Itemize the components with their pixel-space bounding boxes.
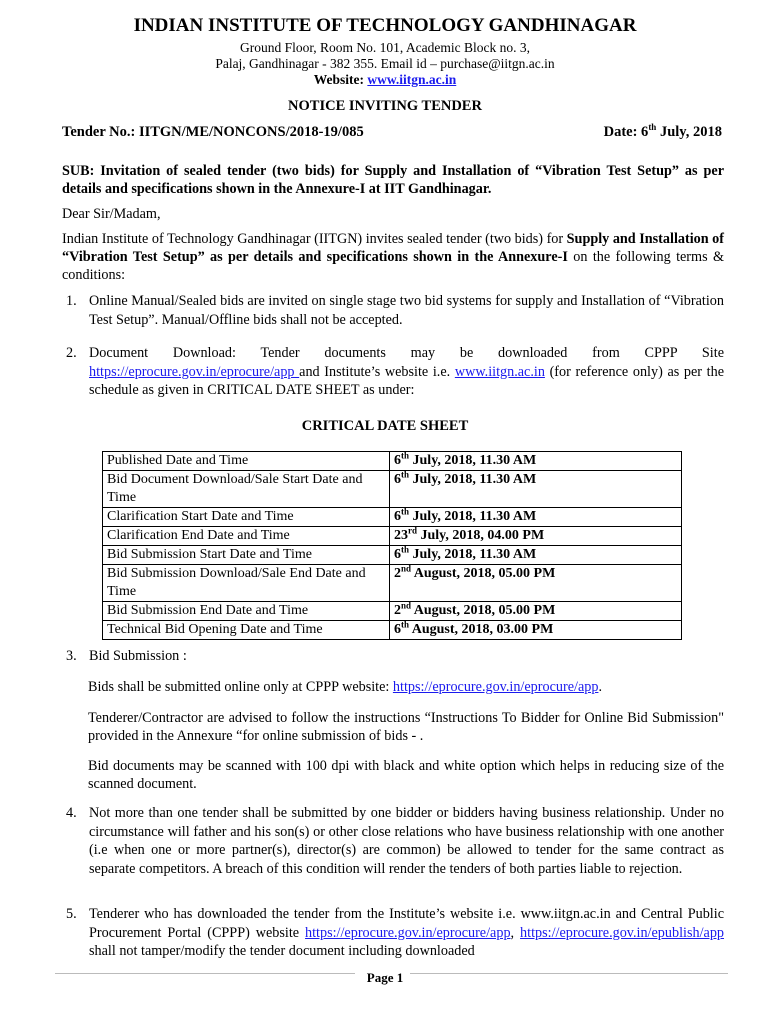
- critical-date-row: [103, 546, 682, 565]
- critical-date-value: 6th August, 2018, 03.00 PM: [390, 621, 682, 640]
- iitgn-link[interactable]: www.iitgn.ac.in: [454, 363, 545, 380]
- epublish-link[interactable]: https://eprocure.gov.in/epublish/app: [520, 924, 725, 941]
- critical-date-value: 6th July, 2018, 11.30 AM: [390, 452, 682, 471]
- bid-submission-p3: Bid documents may be scanned with 100 dpi with black and white option which helps in reducing size of the scanned document.: [88, 758, 724, 792]
- website-label: Website:: [313, 72, 368, 87]
- website-line: [0, 72, 770, 88]
- critical-date-value: 6th July, 2018, 11.30 AM: [390, 508, 682, 527]
- critical-date-value: 6th July, 2018, 11.30 AM: [390, 471, 682, 508]
- address-line-2: Palaj, Gandhinagar - 382 355. Email id – purchase@iitgn.ac.in: [215, 56, 555, 71]
- critical-date-label: Clarification End Date and Time: [103, 527, 390, 546]
- critical-date-value: 23rd July, 2018, 04.00 PM: [390, 527, 682, 546]
- institute-title: INDIAN INSTITUTE OF TECHNOLOGY GANDHINAGAR: [133, 15, 637, 36]
- critical-date-row: [103, 527, 682, 546]
- eprocure-link[interactable]: https://eprocure.gov.in/eprocure/app: [392, 679, 599, 695]
- eprocure-app-link[interactable]: https://eprocure.gov.in/eprocure/app: [305, 924, 511, 941]
- notice-title: NOTICE INVITING TENDER: [288, 98, 482, 114]
- critical-date-row: [103, 452, 682, 471]
- website-link[interactable]: www.iitgn.ac.in: [367, 72, 457, 87]
- critical-date-row: [103, 602, 682, 621]
- tender-number-row: [62, 124, 722, 141]
- critical-date-row: [103, 621, 682, 640]
- critical-date-table: [102, 451, 682, 640]
- critical-date-label: Bid Submission End Date and Time: [103, 602, 390, 621]
- intro-paragraph: Indian Institute of Technology Gandhinagar (IITGN) invites sealed tender (two bids) for Supply and Installation of “Vibration Test Setup” as per details and specifications shown in the Annexure-I on the following terms & conditions:: [62, 231, 725, 283]
- salutation: Dear Sir/Madam,: [62, 206, 161, 222]
- critical-date-label: Bid Submission Start Date and Time: [103, 546, 390, 565]
- critical-date-label: Published Date and Time: [103, 452, 390, 471]
- critical-date-sheet-title: CRITICAL DATE SHEET: [301, 418, 469, 434]
- critical-date-value: 6th July, 2018, 11.30 AM: [390, 546, 682, 565]
- cppp-link[interactable]: https://eprocure.gov.in/eprocure/app: [89, 363, 300, 380]
- tender-document-page: INDIAN INSTITUTE OF TECHNOLOGY GANDHINAGAR Ground Floor, Room No. 101, Academic Block no. 3, Palaj, Gandhinagar - 382 355. Email id – purchase@iitgn.ac.in Website: www.iitgn.ac.in NOTICE INVITING TENDER Tender No.: IITGN/ME/NONCONS/2018-19/085 Date: 6th July, 2018 SUB: Invitation of sealed tender (two bids) for Supply and Installation of “Vibration Test Setup” as per details and specifications shown in the Annexure-I at IIT Gandhinagar. Dear Sir/Madam, Indian Institute of Technology Gandhinagar (IITGN) invites sealed tender (two bids) for Supply and Installation of “Vibration Test Setup” as per details and specifications shown in the Annexure-I on the following terms & conditions: 1. Online Manual/Sealed bids are invited on single stage two bid systems for supply and Installation of “Vibration Test Setup”. Manual/Offline bids shall not be accepted. 2. Document Download: Tender documents may be downloaded from CPPP Site https://eprocure.gov.in/eprocure/app and Institute’s website i.e. www.iitgn.ac.in (for reference only) as per the schedule as given in CRITICAL DATE SHEET as under: CRITICAL DATE SHEET Published Date and Time 6th July, 2018, 11.30 AM Bid Document Download/Sale Start Date and Time 6th July, 2018, 11.30 AM Clarification Start Date and Time 6th July, 2018, 11.30 AM Clarification End Date and Time 23rd July, 2018, 04.00 PM Bid Submission Start Date and Time 6th July, 2018, 11.30 AM Bid Submission Download/Sale End Date and Time 2nd August, 2018, 05.00 PM Bid Submission End Date and Time 2nd August, 2018, 05.00 PM Technical Bid Opening Date and Time 6th August, 2018, 03.00 PM 3. Bid Submission : Bids shall be submitted online only at CPPP website: https://eprocure.gov.in/eprocure/app. Tenderer/Contractor are advised to follow the instructions “Instructions To Bidder for Online Bid Submission" provided in the Annexure “for online submission of bids - . Bid documents may be scanned with 100 dpi with black and white option which helps in reducing size of the scanned document. 4. Not more than one tender shall be submitted by one bidder or bidders having business relationship. Under no circumstance will father and his son(s) or other close relations who have business relationship with one another (i.e when one or more partner(s), director(s) are common) be allowed to tender for the same contract as separate competitors. A breach of this condition will render the tenders of both parties liable to rejection. 5. Tenderer who has downloaded the tender from the Institute’s website i.e. www.iitgn.ac.in and Central Public Procurement Portal (CPPP) website https://eprocure.gov.in/eprocure/app, https://eprocure.gov.in/epublish/app shall not tamper/modify the tender document including downloaded Page 1: [0, 0, 770, 1024]
- critical-date-row: [103, 565, 682, 602]
- tender-date: Date: 6th July, 2018: [603, 122, 722, 140]
- page-number: Page 1: [366, 970, 404, 985]
- critical-date-label: Clarification Start Date and Time: [103, 508, 390, 527]
- subject-line: SUB: Invitation of sealed tender (two bids) for Supply and Installation of “Vibration Test Setup” as per details and specifications shown in the Annexure-I at IIT Gandhinagar.: [62, 163, 724, 197]
- bid-submission-p1: Bids shall be submitted online only at CPPP website: https://eprocure.gov.in/eprocure/app.: [88, 679, 602, 695]
- critical-date-label: Bid Submission Download/Sale End Date and Time: [103, 565, 390, 602]
- critical-date-row: [103, 508, 682, 527]
- critical-date-label: Technical Bid Opening Date and Time: [103, 621, 390, 640]
- address-line-1: Ground Floor, Room No. 101, Academic Block no. 3,: [239, 40, 531, 55]
- critical-date-value: 2nd August, 2018, 05.00 PM: [390, 602, 682, 621]
- critical-date-value: 2nd August, 2018, 05.00 PM: [390, 565, 682, 602]
- critical-date-row: [103, 471, 682, 508]
- bid-submission-p2: Tenderer/Contractor are advised to follow the instructions “Instructions To Bidder for Online Bid Submission" provided in the Annexure “for online submission of bids - .: [88, 710, 724, 744]
- critical-date-label: Bid Document Download/Sale Start Date and Time: [103, 471, 390, 508]
- tender-number: Tender No.: IITGN/ME/NONCONS/2018-19/085: [62, 124, 364, 140]
